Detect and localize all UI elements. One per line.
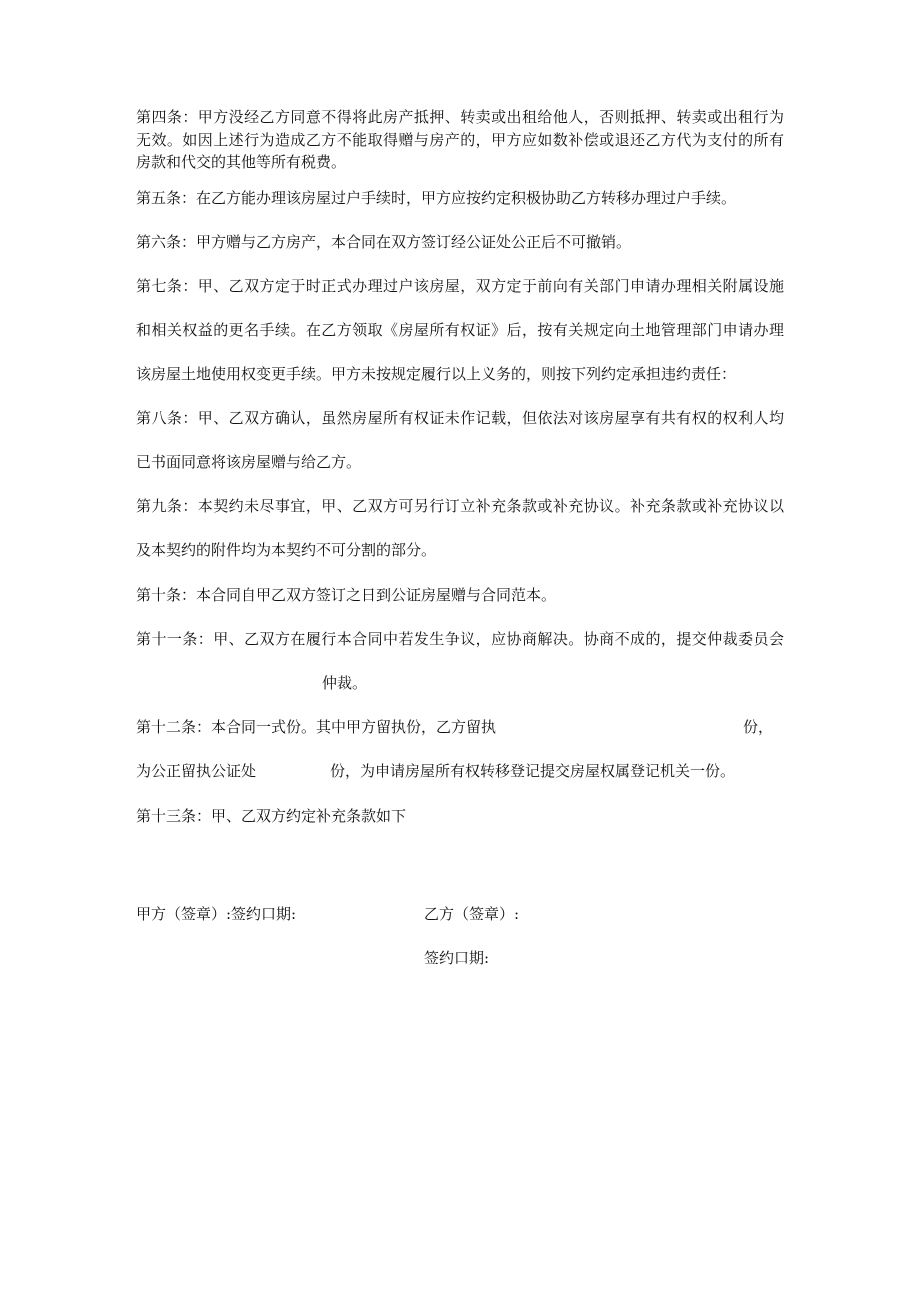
- article-4-line-2: 无效。如因上述行为造成乙方不能取得赠与房产的，甲方应如数补偿或退还乙方代为支付的所有: [136, 131, 784, 149]
- article-10: 第十条：本合同自甲乙双方签订之日到公证房屋赠与合同范本。: [136, 586, 557, 604]
- article-12-line-1-part-1: 第十二条：本合同一式份。其中甲方留执份，乙方留执: [136, 718, 497, 736]
- article-4-line-1: 第四条：甲方没经乙方同意不得将此房产抵押、转卖或出租给他人，否则抵押、转卖或出租行为: [136, 108, 784, 126]
- article-8-line-2: 已书面同意将该房屋赠与给乙方。: [136, 453, 362, 471]
- article-7-line-3: 该房屋土地使用权变更手续。甲方未按规定履行以上义务的，则按下列约定承担违约责任：: [136, 365, 737, 383]
- article-13: 第十三条：甲、乙双方约定补充条款如下: [136, 807, 407, 825]
- article-9-line-2: 及本契约的附件均为本契约不可分割的部分。: [136, 541, 437, 559]
- article-7-line-2: 和相关权益的更名手续。在乙方领取《房屋所有权证》后，按有关规定向土地管理部门申请办理: [136, 321, 784, 339]
- article-9-line-1: 第九条：本契约未尽事宜，甲、乙双方可另行订立补充条款或补充协议。补充条款或补充协议以: [136, 497, 784, 515]
- article-6: 第六条：甲方赠与乙方房产，本合同在双方签订经公证处公正后不可撤销。: [136, 233, 632, 251]
- party-b-signature: 乙方（签章）:: [424, 905, 520, 923]
- party-a-signature: 甲方（签章）:签约口期:: [136, 905, 297, 923]
- article-5: 第五条：在乙方能办理该房屋过户手续时，甲方应按约定积极协助乙方转移办理过户手续。: [136, 189, 737, 207]
- article-12-line-2-part-2: 份，为申请房屋所有权转移登记提交房屋权属登记机关一份。: [330, 762, 736, 780]
- article-7-line-1: 第七条：甲、乙双方定于时正式办理过户该房屋，双方定于前向有关部门申请办理相关附属设施: [136, 277, 784, 295]
- party-b-sign-date: 签约口期:: [424, 949, 490, 967]
- article-12-line-2-part-1: 为公正留执公证处: [136, 762, 257, 780]
- article-11-line-2: 仲裁。: [322, 674, 368, 692]
- article-8-line-1: 第八条：甲、乙双方确认，虽然房屋所有权证未作记载，但依法对该房屋享有共有权的权利人均: [136, 409, 784, 427]
- article-4-line-3: 房款和代交的其他等所有税费。: [136, 153, 347, 171]
- article-12-line-1-part-2: 份，: [743, 718, 774, 736]
- article-11-line-1: 第十一条：甲、乙双方在履行本合同中若发生争议，应协商解决。协商不成的，提交仲裁委员会: [136, 630, 784, 648]
